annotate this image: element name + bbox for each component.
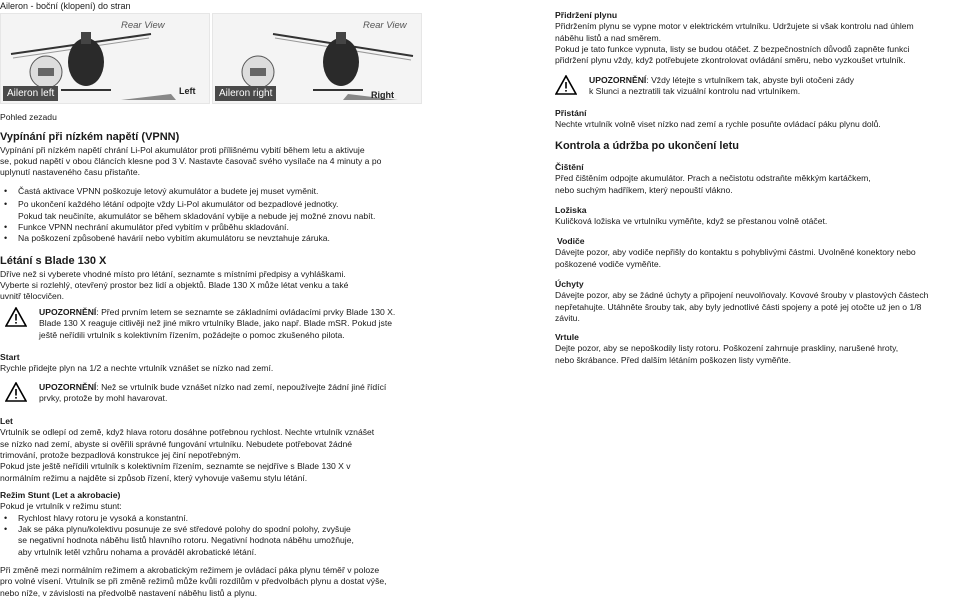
mounts-line: nepřetahujte. Utáhněte šrouby tak, aby byly jednotlivé části spojeny a poté jej otočte už jen o 1/8 [555, 301, 922, 312]
hold-line: náběhu listů a nad směrem. [555, 32, 662, 43]
flying-title: Létání s Blade 130 X [0, 255, 107, 267]
warning-label: UPOZORNĚNÍ [589, 75, 647, 85]
let-line: Pokud jste ještě neřídili vrtulník s kolektivním řízením, seznamte se nejdříve s Blade 130 X v [0, 461, 351, 472]
wires-line: poškozené vodiče vyměňte. [555, 258, 662, 269]
cleaning-line: nebo suchým hadříkem, který nepouští vlákno. [555, 184, 733, 195]
hold-line: Pokud je tato funkce vypnuta, listy se budou otáčet. Z bezpečnostních důvodů zapněte funkci [555, 44, 910, 55]
list-item: • Rychlost hlavy rotoru je vysoká a konstantní. [0, 513, 440, 524]
warning-text: Blade 130 X reaguje citlivěji než jiné mikro vrtulníky Blade, jako např. Blade mSR. Pokud jste [39, 318, 392, 329]
start-text: Rychle přidejte plyn na 1/2 a nechte vrtulník vznášet se nízko nad zemí. [0, 363, 274, 374]
flying-line: Vyberte si rozlehlý, otevřený prostor bez lidí a objektů. Blade 130 X může létat venku a také [0, 279, 349, 290]
mounts-title: Úchyty [555, 279, 584, 289]
warning-block-3 [555, 75, 960, 98]
list-item-text: aby vrtulník letěl vzhůru nohama a prováděl akrobatické létání. [18, 546, 257, 557]
rear-view-label: Rear View [121, 20, 165, 31]
list-item [0, 199, 460, 222]
stunt-outro: nebo níže, v závislosti na předvolbě nastavení náběhu listů a plynu. [0, 587, 258, 598]
list-item: • Častá aktivace VPNN poškozuje letový akumulátor a budete jej muset vyměnit. [0, 186, 460, 197]
start-title: Start [0, 352, 20, 362]
list-item [0, 524, 440, 558]
warning-label: UPOZORNĚNÍ [39, 382, 97, 392]
aileron-figures [0, 13, 422, 104]
cleaning-title: Čištění [555, 162, 584, 172]
figure-caption: Pohled zezadu [0, 112, 57, 122]
maintenance-title: Kontrola a údržba po ukončení letu [555, 140, 739, 152]
stunt-outro: pro volné vísení. Vrtulník se při změně režimů může kvůli rozdílům v předvolbách plynu a dostat výše, [0, 576, 387, 587]
list-item-text: Pokud tak neučiníte, akumulátor se během skladování vybije a nebude jej možné znovu nabít. [18, 210, 376, 221]
landing-title: Přistání [555, 108, 587, 118]
warning-label: UPOZORNĚNÍ [39, 307, 97, 317]
list-item-text: se negativní hodnota náběhu listů hlavního rotoru. Negativní hodnota náběhu umožňuje, [18, 535, 354, 546]
bearings-title: Ložiska [555, 205, 587, 215]
flying-line: Dříve než si vyberete vhodné místo pro létání, seznamte s místními předpisy a vyhláškami. [0, 268, 346, 279]
list-item-text: Jak se páka plynu/kolektivu posunuje ze své středové polohy do spodní polohy, zvyšuje [18, 524, 351, 535]
aileron-right-label: Aileron right [215, 86, 276, 101]
hold-line: přidržení plynu vždy, když potřebujete zkontrolovat ovládání směru, nebo vyzkoušet vrtulník. [555, 55, 906, 66]
rear-view-label: Rear View [363, 20, 407, 31]
section-header-aileron: Aileron - boční (klopení) do stran [0, 1, 131, 11]
stunt-bullets [0, 513, 440, 558]
wires-title: Vodiče [557, 236, 585, 246]
warning-text: : Před prvním letem se seznamte se základními ovládacími prvky Blade 130 X. [96, 307, 396, 317]
flying-line: uvnitř tělocvičen. [0, 291, 65, 302]
vpnn-line: uplynutí nastaveného času přistaňte. [0, 167, 140, 178]
list-item: • Funkce VPNN nechrání akumulátor před vybitím v průběhu skladování. [0, 222, 460, 233]
direction-right-label: Right [371, 90, 394, 100]
mounts-line: Dávejte pozor, aby se žádné úchyty a připojení neuvolňovaly. Kovové šrouby v plastových částech [555, 290, 929, 301]
warning-triangle-icon [5, 382, 27, 402]
vpnn-line: Vypínání při nízkém napětí chrání Li-Pol akumulátor proti přílišnému vybití během letu a aktivuje [0, 144, 365, 155]
landing-text: Nechte vrtulník volně viset nízko nad zemí a rychle posuňte ovládací páku plynu dolů. [555, 119, 881, 130]
vpnn-bullets [0, 186, 460, 245]
aileron-left-label: Aileron left [3, 86, 58, 101]
let-line: trimování, protože bezpadlová konstrukce jej činí nepotřebným. [0, 450, 241, 461]
aileron-left-figure [0, 13, 210, 104]
hold-title: Přidržení plynu [555, 10, 618, 20]
vpnn-line: se, pokud napětí v obou článcích klesne pod 3 V. Nastavte časovač svého vysílače na 4 minuty a po [0, 155, 382, 166]
warning-triangle-icon [555, 75, 577, 95]
list-item-text: Po ukončení každého létání odpojte vždy Li-Pol akumulátor od bezpadlové jednotky. [18, 199, 339, 210]
warning-text: k Slunci a neztratili tak vizuální kontrolu nad vrtulníkem. [589, 86, 801, 97]
direction-left-label: Left [179, 86, 196, 96]
rotor-title: Vrtule [555, 332, 579, 342]
hold-line: Přidržením plynu se vypne motor v elektrickém vrtulníku. Udržujete si však kontrolu nad úhlem [555, 21, 914, 32]
mounts-line: závitu. [555, 313, 580, 324]
let-line: Vrtulník se odlepí od země, když hlava rotoru dosáhne potřebnou rychlost. Nechte vrtulník vznášet [0, 427, 375, 438]
cleaning-line: Před čištěním odpojte akumulátor. Prach a nečistotu odstraňte měkkým kartáčkem, [555, 173, 871, 184]
warning-block-2 [5, 382, 435, 405]
list-item: • Na poškození způsobené havárií nebo vybitím akumulátoru se nevztahuje záruka. [0, 233, 460, 244]
rotor-line: Dejte pozor, aby se nepoškodily listy rotoru. Poškození zahrnuje praskliny, narušené hroty, [555, 343, 899, 354]
warning-text: prvky, protože by mohl havarovat. [39, 393, 168, 404]
bearings-text: Kuličková ložiska ve vrtulníku vyměňte, když se přestanou volně otáčet. [555, 216, 828, 227]
warning-text: ještě neřídili vrtulník s kolektivním řízením, požádejte o pomoc zkušeného pilota. [39, 329, 345, 340]
wires-line: Dávejte pozor, aby vodiče nepřišly do kontaktu s pohyblivými částmi. Uvolněné konektory nebo [555, 247, 916, 258]
let-title: Let [0, 416, 13, 426]
warning-block-1 [5, 307, 435, 341]
vpnn-title: Vypínání při nízkém napětí (VPNN) [0, 131, 180, 143]
warning-triangle-icon [5, 307, 27, 327]
stunt-title: Režim Stunt (Let a akrobacie) [0, 490, 121, 500]
let-line: se nízko nad zemí, abyste si ověřili správné fungování vrtulníku. Nebudete potřebovat žádné [0, 438, 353, 449]
stunt-intro: Pokud je vrtulník v režimu stunt: [0, 501, 122, 512]
aileron-right-figure [212, 13, 422, 104]
let-line: normálním režimu a najděte si způsob řízení, který vyhovuje vašemu stylu létání. [0, 472, 308, 483]
rotor-line: nebo škrábance. Před dalším létáním poškozen listy vyměňte. [555, 354, 791, 365]
warning-text: : Než se vrtulník bude vznášet nízko nad zemí, nepoužívejte žádní jiné řídící [96, 382, 387, 392]
warning-text: : Vždy létejte s vrtulníkem tak, abyste byli otočeni zády [646, 75, 855, 85]
stunt-outro: Při změně mezi normálním režimem a akrobatickým režimem je ovládací páka plynu téměř v poloze [0, 565, 380, 575]
